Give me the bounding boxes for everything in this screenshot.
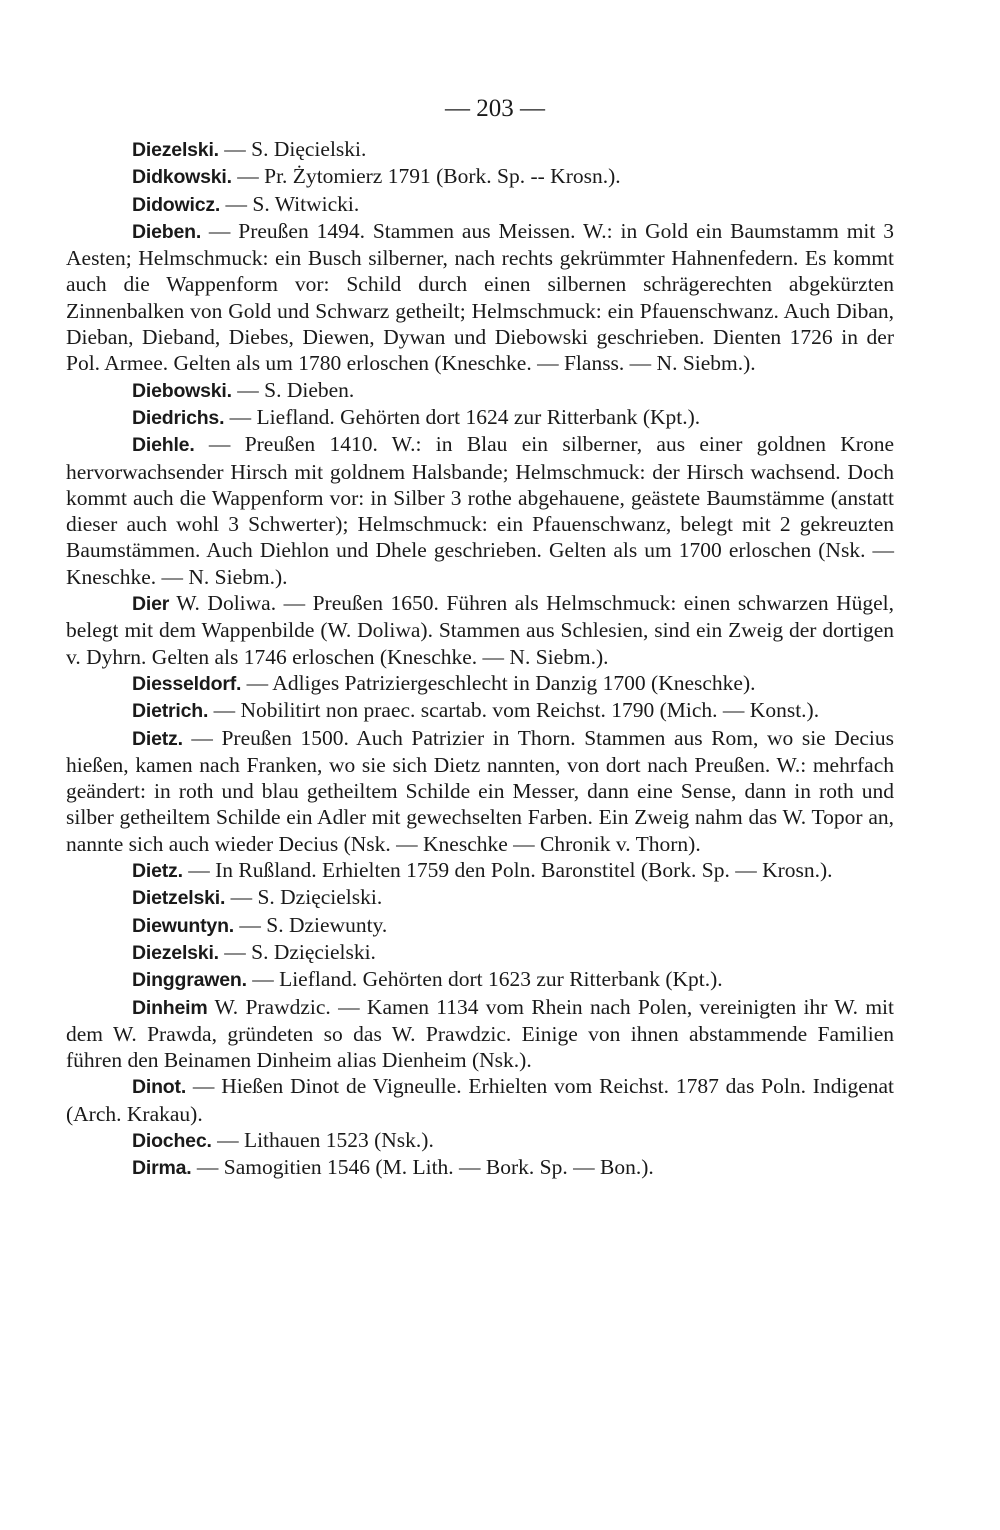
entry-headword: Dietrich. bbox=[132, 700, 209, 723]
dictionary-entry bbox=[66, 1073, 894, 1127]
dictionary-entry bbox=[66, 404, 894, 431]
entry-headword: Diochec. bbox=[132, 1129, 212, 1152]
dictionary-entry bbox=[66, 590, 894, 670]
dictionary-entry bbox=[66, 670, 894, 697]
entry-text: — Lithauen 1523 (Nsk.). bbox=[211, 1127, 434, 1152]
dictionary-entry bbox=[66, 431, 894, 590]
entry-headword: Diedrichs. bbox=[132, 406, 225, 429]
dictionary-entry bbox=[66, 939, 894, 966]
entry-headword: Dinheim bbox=[132, 996, 208, 1019]
entry-headword: Dinot. bbox=[132, 1076, 187, 1099]
entry-text: — Samogitien 1546 (M. Lith. — Bork. Sp. — Bon.). bbox=[191, 1155, 654, 1180]
entry-text: — S. Witwicki. bbox=[220, 191, 360, 216]
dictionary-entry bbox=[66, 884, 894, 911]
entry-text: — Nobilitirt non praec. scartab. vom Reichst. 1790 (Mich. — Konst.). bbox=[208, 698, 820, 723]
dictionary-entry bbox=[66, 857, 894, 884]
entry-list bbox=[66, 136, 894, 1182]
dictionary-entry bbox=[66, 377, 894, 404]
entry-headword: Diehle. bbox=[132, 434, 195, 457]
entry-headword: Diezelski. bbox=[132, 941, 219, 964]
entry-headword: Dirma. bbox=[132, 1157, 192, 1180]
entry-text: — Adliges Patriziergeschlecht in Danzig 1700 (Kneschke). bbox=[241, 670, 756, 695]
entry-text: W. Doliwa. — Preußen 1650. Führen als Helmschmuck: einen schwarzen Hügel, belegt mit dem Wappenbilde (W. Doliwa). Stammen aus Schlesien, sind ein Zweig der dortigen v. Dyhrn. Gelten als 1746 erloschen (Kneschke. — N. Siebm.). bbox=[66, 591, 894, 669]
entry-text: — In Rußland. Erhielten 1759 den Poln. Baronstitel (Bork. Sp. — Krosn.). bbox=[182, 858, 833, 883]
entry-text: W. Prawdzic. — Kamen 1134 vom Rhein nach Polen, vereinigten ihr W. mit dem W. Prawda, gründeten so das W. Prawdzic. Einige von ihnen abstammende Familien führen den Beinamen Dinheim alias Dienheim (Nsk.). bbox=[66, 994, 894, 1073]
dictionary-entry bbox=[66, 1127, 894, 1154]
entry-text: — S. Dzięcielski. bbox=[218, 939, 376, 964]
entry-text: — Preußen 1494. Stammen aus Meissen. W.: in Gold ein Baumstamm mit 3 Aesten; Helmschmuck: ein Busch silberner, nach rechts gekrümmter Hahnenfedern. Es kommt auch die Wappenform vor: Schild durch einen silbernen schrägerechten abgekürzten Zinnenbalken von Gold und Schwarz getheilt; Helmschmuck: ein Pfauenschwanz. Auch Diban, Dieban, Dieband, Diebes, Diewen, Dywan und Diebowski geschrieben. Dienten 1726 in der Pol. Armee. Gelten als um 1780 erloschen (Kneschke. — Flanss. — N. Siebm.). bbox=[66, 218, 894, 376]
entry-text: — Liefland. Gehörten dort 1623 zur Ritterbank (Kpt.). bbox=[246, 967, 723, 992]
entry-headword: Diewuntyn. bbox=[132, 914, 235, 937]
entry-headword: Didowicz. bbox=[132, 193, 221, 216]
entry-text: — S. Dieben. bbox=[231, 377, 355, 402]
dictionary-entry bbox=[66, 697, 894, 724]
dictionary-entry bbox=[66, 966, 894, 993]
dictionary-entry bbox=[66, 912, 894, 939]
entry-headword: Diebowski. bbox=[132, 379, 232, 402]
dictionary-entry bbox=[66, 725, 894, 857]
page-number: — 203 — bbox=[445, 95, 545, 122]
entry-headword: Dietz. bbox=[132, 860, 183, 883]
entry-headword: Dieben. bbox=[132, 220, 202, 243]
entry-text: — S. Dięcielski. bbox=[218, 137, 367, 161]
entry-headword: Diezelski. bbox=[132, 139, 219, 161]
dictionary-entry bbox=[66, 191, 894, 218]
entry-text: — Hießen Dinot de Vigneulle. Erhielten vom Reichst. 1787 das Poln. Indigenat (Arch. Krakau). bbox=[66, 1074, 894, 1126]
entry-text: — S. Dziewunty. bbox=[234, 912, 388, 937]
entry-headword: Didkowski. bbox=[132, 166, 232, 189]
entry-headword: Diesseldorf. bbox=[132, 672, 242, 695]
entry-headword: Dinggrawen. bbox=[132, 969, 247, 992]
entry-headword: Dier bbox=[132, 593, 170, 616]
entry-headword: Dietz. bbox=[132, 727, 183, 750]
entry-text: — S. Dzięcielski. bbox=[225, 885, 383, 910]
entry-text: — Preußen 1500. Auch Patrizier in Thorn. Stammen aus Rom, wo sie Decius hießen, kamen nach Franken, wo sie sich Dietz nannten, von dort nach Preußen. W.: mehrfach geändert: in roth und blau getheiltem Schilde ein Messer, dann eine Sense, dann in roth und silber getheiltem Schilde ein Adler mit gewechselten Farben. Ein Zweig nahm das W. Topor an, nannte sich auch wieder Decius (Nsk. — Kneschke — Chronik v. Thorn). bbox=[66, 725, 894, 856]
dictionary-entry bbox=[66, 218, 894, 377]
dictionary-entry bbox=[66, 1154, 894, 1181]
entry-text: — Preußen 1410. W.: in Blau ein silberner, aus einer goldnen Krone hervorwachsender Hirsch mit goldnem Halsbande; Helmschmuck: der Hirsch wachsend. Doch kommt auch die Wappenform vor: in Silber 3 rothe abgehauene, geästete Baumstämme (anstatt dieser auch wohl 3 Schwerter); Helmschmuck: ein Pfauenschwanz, belegt mit 2 gekreuzten Baumstämmen. Auch Diehlon und Dhele geschrieben. Gelten als um 1700 erloschen (Nsk. — Kneschke. — N. Siebm.). bbox=[66, 432, 894, 589]
dictionary-entry bbox=[66, 163, 894, 190]
page bbox=[66, 94, 894, 1182]
dictionary-entry bbox=[66, 136, 894, 163]
dictionary-entry bbox=[66, 994, 894, 1074]
entry-headword: Dietzelski. bbox=[132, 887, 226, 910]
entry-text: — Pr. Żytomierz 1791 (Bork. Sp. -- Krosn.). bbox=[231, 164, 621, 189]
entry-text: — Liefland. Gehörten dort 1624 zur Ritterbank (Kpt.). bbox=[224, 404, 701, 429]
